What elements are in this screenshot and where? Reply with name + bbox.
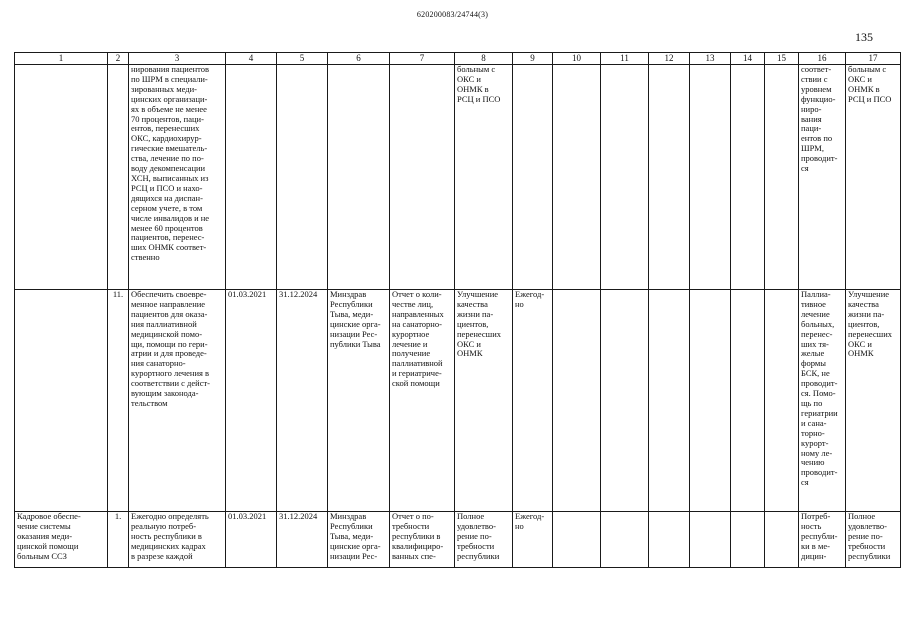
cell-status: соответ- ствии с уровнем функцио- ниро- вания паци- ентов по ШРМ, проводит- ся bbox=[799, 65, 846, 290]
cell-empty bbox=[601, 512, 649, 568]
cell-empty bbox=[765, 65, 799, 290]
cell-empty bbox=[649, 512, 690, 568]
cell-responsible: Минздрав Республики Тыва, меди- цинские орга- низации Рес- публики Тыва bbox=[328, 290, 390, 512]
cell-result: больным с ОКС и ОНМК в РСЦ и ПСО bbox=[455, 65, 513, 290]
column-header: 11 bbox=[601, 53, 649, 65]
cell-empty bbox=[690, 512, 731, 568]
column-header: 8 bbox=[455, 53, 513, 65]
cell-frequency bbox=[513, 65, 553, 290]
table-row bbox=[15, 65, 901, 290]
column-header: 9 bbox=[513, 53, 553, 65]
cell-direction bbox=[15, 65, 108, 290]
cell-direction bbox=[15, 290, 108, 512]
cell-empty bbox=[690, 65, 731, 290]
cell-measure: Обеспечить своевре- менное направление пациентов для оказа- ния паллиативной медицинской помо- щи, помощи по гери- атрии и для проведе- ния санаторно- курортного лечения в соответствии с дейст- вующим законода- тельством bbox=[129, 290, 226, 512]
cell-report: Отчет о коли- честве лиц, направленных на санаторно- курортное лечение и получение паллиативной и гериатриче- ской помощи bbox=[390, 290, 455, 512]
cell-empty bbox=[731, 512, 765, 568]
cell-end-date: 31.12.2024 bbox=[277, 290, 328, 512]
cell-responsible: Минздрав Республики Тыва, меди- цинские орга- низации Рес- bbox=[328, 512, 390, 568]
column-header: 5 bbox=[277, 53, 328, 65]
cell-outcome: больным с ОКС и ОНМК в РСЦ и ПСО bbox=[846, 65, 901, 290]
cell-empty bbox=[601, 65, 649, 290]
cell-outcome: Полное удовлетво- рение по- требности республики bbox=[846, 512, 901, 568]
cell-measure: Ежегодно определять реальную потреб- ность республики в медицинских кадрах в разрезе каждой bbox=[129, 512, 226, 568]
column-header: 3 bbox=[129, 53, 226, 65]
column-header: 15 bbox=[765, 53, 799, 65]
cell-empty bbox=[649, 65, 690, 290]
cell-empty bbox=[601, 290, 649, 512]
cell-empty bbox=[553, 65, 601, 290]
cell-start-date bbox=[226, 65, 277, 290]
column-header: 17 bbox=[846, 53, 901, 65]
column-header: 13 bbox=[690, 53, 731, 65]
column-header: 7 bbox=[390, 53, 455, 65]
column-header: 6 bbox=[328, 53, 390, 65]
plan-table bbox=[14, 52, 901, 568]
cell-frequency: Ежегод- но bbox=[513, 512, 553, 568]
page-number: 135 bbox=[855, 30, 873, 44]
cell-empty bbox=[649, 290, 690, 512]
cell-empty bbox=[731, 290, 765, 512]
column-header: 10 bbox=[553, 53, 601, 65]
cell-end-date bbox=[277, 65, 328, 290]
cell-empty bbox=[765, 290, 799, 512]
cell-number bbox=[108, 65, 129, 290]
cell-number: 11. bbox=[108, 290, 129, 512]
cell-measure: нирования пациентов по ШРМ в специали- зированных меди- цинских организаци- ях в объеме не менее 70 процентов, паци- ентов, перенесших ОКС, кардиохирур- гические вмешатель- ства, лечение по по- воду декомпенсации ХСН, выписанных из РСЦ и ПСО и нахо- дящихся на диспан- серном учете, в том числе инвалидов и не менее 60 процентов пациентов, перенес- ших ОНМК соответ- ственно bbox=[129, 65, 226, 290]
cell-empty bbox=[731, 65, 765, 290]
cell-report bbox=[390, 65, 455, 290]
table-header-row bbox=[15, 53, 901, 65]
column-header: 14 bbox=[731, 53, 765, 65]
cell-outcome: Улучшение качества жизни па- циентов, перенесших ОКС и ОНМК bbox=[846, 290, 901, 512]
cell-status: Потреб- ность республи- ки в ме- дицин- bbox=[799, 512, 846, 568]
cell-start-date: 01.03.2021 bbox=[226, 512, 277, 568]
cell-report: Отчет о по- требности республики в квалифициро- ванных спе- bbox=[390, 512, 455, 568]
cell-direction: Кадровое обеспе- чение системы оказания меди- цинской помощи больным ССЗ bbox=[15, 512, 108, 568]
table-row bbox=[15, 512, 901, 568]
table-row bbox=[15, 290, 901, 512]
column-header: 2 bbox=[108, 53, 129, 65]
cell-empty bbox=[553, 512, 601, 568]
column-header: 1 bbox=[15, 53, 108, 65]
cell-frequency: Ежегод- но bbox=[513, 290, 553, 512]
cell-number: 1. bbox=[108, 512, 129, 568]
cell-start-date: 01.03.2021 bbox=[226, 290, 277, 512]
cell-empty bbox=[553, 290, 601, 512]
document-header-code: 620200083/24744(3) bbox=[416, 10, 489, 19]
column-header: 12 bbox=[649, 53, 690, 65]
cell-empty bbox=[765, 512, 799, 568]
cell-status: Паллиа- тивное лечение больных, перенес- ших тя- желые формы БСК, не проводит- ся. Помо- щь по гериатрии и сана- торно- курорт- ному ле- чению проводит- ся bbox=[799, 290, 846, 512]
cell-responsible bbox=[328, 65, 390, 290]
cell-empty bbox=[690, 290, 731, 512]
cell-end-date: 31.12.2024 bbox=[277, 512, 328, 568]
cell-result: Полное удовлетво- рение по- требности республики bbox=[455, 512, 513, 568]
column-header: 4 bbox=[226, 53, 277, 65]
column-header: 16 bbox=[799, 53, 846, 65]
cell-result: Улучшение качества жизни па- циентов, перенесших ОКС и ОНМК bbox=[455, 290, 513, 512]
